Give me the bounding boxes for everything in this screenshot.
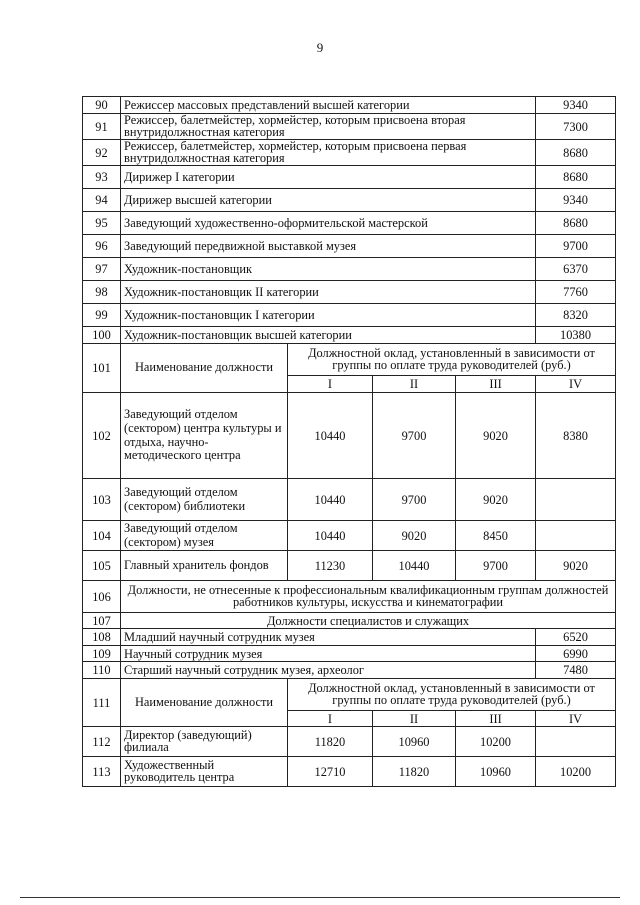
name-column-header: Наименование должности [121, 344, 288, 393]
table-row [83, 646, 616, 662]
table-row [83, 304, 616, 327]
table-row [83, 521, 616, 551]
salary-group-2: 9700 [373, 479, 456, 521]
table-row [83, 212, 616, 235]
group-label: IV [536, 376, 616, 393]
salary-value: 8680 [536, 212, 616, 235]
salary-value: 8680 [536, 140, 616, 166]
position-name: Заведующий художественно-оформительской мастерской [121, 212, 536, 235]
salary-group-2: 11820 [373, 757, 456, 787]
table-header-row [83, 679, 616, 711]
row-number: 94 [83, 189, 121, 212]
row-number: 109 [83, 646, 121, 662]
position-name: Художник-постановщик высшей категории [121, 327, 536, 344]
group-label: III [456, 711, 536, 727]
position-name: Старший научный сотрудник музея, археолог [121, 662, 536, 679]
salary-value: 10380 [536, 327, 616, 344]
salary-column-header: Должностной оклад, установленный в зависимости от группы по оплате труда руководителей (руб.) [288, 344, 616, 376]
salary-group-4: 8380 [536, 393, 616, 479]
position-name: Заведующий отделом (сектором) библиотеки [121, 479, 288, 521]
position-name: Режиссер, балетмейстер, хормейстер, которым присвоена первая внутридолжностная категория [121, 140, 536, 166]
salary-group-1: 12710 [288, 757, 373, 787]
salary-value: 8320 [536, 304, 616, 327]
salary-column-header: Должностной оклад, установленный в зависимости от группы по оплате труда руководителей (руб.) [288, 679, 616, 711]
table-row [83, 393, 616, 479]
salary-group-4 [536, 479, 616, 521]
row-number: 102 [83, 393, 121, 479]
bottom-divider [20, 897, 620, 898]
row-number: 100 [83, 327, 121, 344]
salary-group-3: 9700 [456, 551, 536, 581]
row-number: 93 [83, 166, 121, 189]
salary-group-1: 11820 [288, 727, 373, 757]
row-number: 108 [83, 629, 121, 646]
position-name: Художник-постановщик II категории [121, 281, 536, 304]
table-row [83, 140, 616, 166]
row-number: 101 [83, 344, 121, 393]
table-header-row [83, 344, 616, 376]
salary-value: 6990 [536, 646, 616, 662]
table-row [83, 166, 616, 189]
position-name: Директор (заведующий) филиала [121, 727, 288, 757]
position-name: Режиссер, балетмейстер, хормейстер, которым присвоена вторая внутридолжностная категория [121, 114, 536, 140]
salary-value: 9700 [536, 235, 616, 258]
row-number: 95 [83, 212, 121, 235]
table-row [83, 281, 616, 304]
position-name: Заведующий отделом (сектором) центра культуры и отдыха, научно-методического центра [121, 393, 288, 479]
position-name: Заведующий передвижной выставкой музея [121, 235, 536, 258]
salary-group-1: 10440 [288, 479, 373, 521]
salary-value: 7760 [536, 281, 616, 304]
salary-group-3: 10960 [456, 757, 536, 787]
table-row [83, 327, 616, 344]
row-number: 105 [83, 551, 121, 581]
row-number: 112 [83, 727, 121, 757]
salary-group-3: 9020 [456, 393, 536, 479]
position-name: Заведующий отделом (сектором) музея [121, 521, 288, 551]
row-number: 96 [83, 235, 121, 258]
salary-table [82, 96, 616, 787]
salary-group-2: 10440 [373, 551, 456, 581]
position-name: Художник-постановщик I категории [121, 304, 536, 327]
position-name: Режиссер массовых представлений высшей категории [121, 97, 536, 114]
position-name: Художественный руководитель центра [121, 757, 288, 787]
position-name: Младший научный сотрудник музея [121, 629, 536, 646]
table-row [83, 551, 616, 581]
row-number: 110 [83, 662, 121, 679]
salary-group-4: 10200 [536, 757, 616, 787]
salary-value: 6370 [536, 258, 616, 281]
row-number: 113 [83, 757, 121, 787]
salary-group-4: 9020 [536, 551, 616, 581]
position-name: Главный хранитель фондов [121, 551, 288, 581]
table-row [83, 479, 616, 521]
group-label: II [373, 376, 456, 393]
salary-group-1: 11230 [288, 551, 373, 581]
table-row [83, 757, 616, 787]
section-title: Должности специалистов и служащих [121, 613, 616, 629]
salary-group-4 [536, 521, 616, 551]
row-number: 103 [83, 479, 121, 521]
table-row [83, 189, 616, 212]
row-number: 111 [83, 679, 121, 727]
salary-value: 7480 [536, 662, 616, 679]
row-number: 106 [83, 581, 121, 613]
row-number: 92 [83, 140, 121, 166]
row-number: 97 [83, 258, 121, 281]
table-row [83, 629, 616, 646]
group-label: IV [536, 711, 616, 727]
position-name: Научный сотрудник музея [121, 646, 536, 662]
salary-group-3: 9020 [456, 479, 536, 521]
salary-value: 6520 [536, 629, 616, 646]
salary-group-2: 9700 [373, 393, 456, 479]
section-title: Должности, не отнесенные к профессиональным квалификационным группам должностей работников культуры, искусства и кинематографии [121, 581, 616, 613]
salary-group-4 [536, 727, 616, 757]
position-name: Художник-постановщик [121, 258, 536, 281]
salary-value: 9340 [536, 189, 616, 212]
table-row [83, 258, 616, 281]
table-row [83, 235, 616, 258]
group-label: I [288, 376, 373, 393]
group-label: I [288, 711, 373, 727]
name-column-header: Наименование должности [121, 679, 288, 727]
row-number: 99 [83, 304, 121, 327]
salary-group-3: 10200 [456, 727, 536, 757]
salary-group-1: 10440 [288, 521, 373, 551]
salary-group-2: 10960 [373, 727, 456, 757]
salary-group-3: 8450 [456, 521, 536, 551]
salary-value: 9340 [536, 97, 616, 114]
row-number: 90 [83, 97, 121, 114]
table-row [83, 727, 616, 757]
salary-group-1: 10440 [288, 393, 373, 479]
section-row [83, 581, 616, 613]
salary-value: 7300 [536, 114, 616, 140]
section-row [83, 613, 616, 629]
position-name: Дирижер I категории [121, 166, 536, 189]
row-number: 98 [83, 281, 121, 304]
row-number: 91 [83, 114, 121, 140]
group-label: II [373, 711, 456, 727]
group-label: III [456, 376, 536, 393]
table-row [83, 97, 616, 114]
table-row [83, 114, 616, 140]
row-number: 107 [83, 613, 121, 629]
salary-value: 8680 [536, 166, 616, 189]
position-name: Дирижер высшей категории [121, 189, 536, 212]
row-number: 104 [83, 521, 121, 551]
page-number: 9 [316, 40, 324, 55]
salary-group-2: 9020 [373, 521, 456, 551]
table-row [83, 662, 616, 679]
